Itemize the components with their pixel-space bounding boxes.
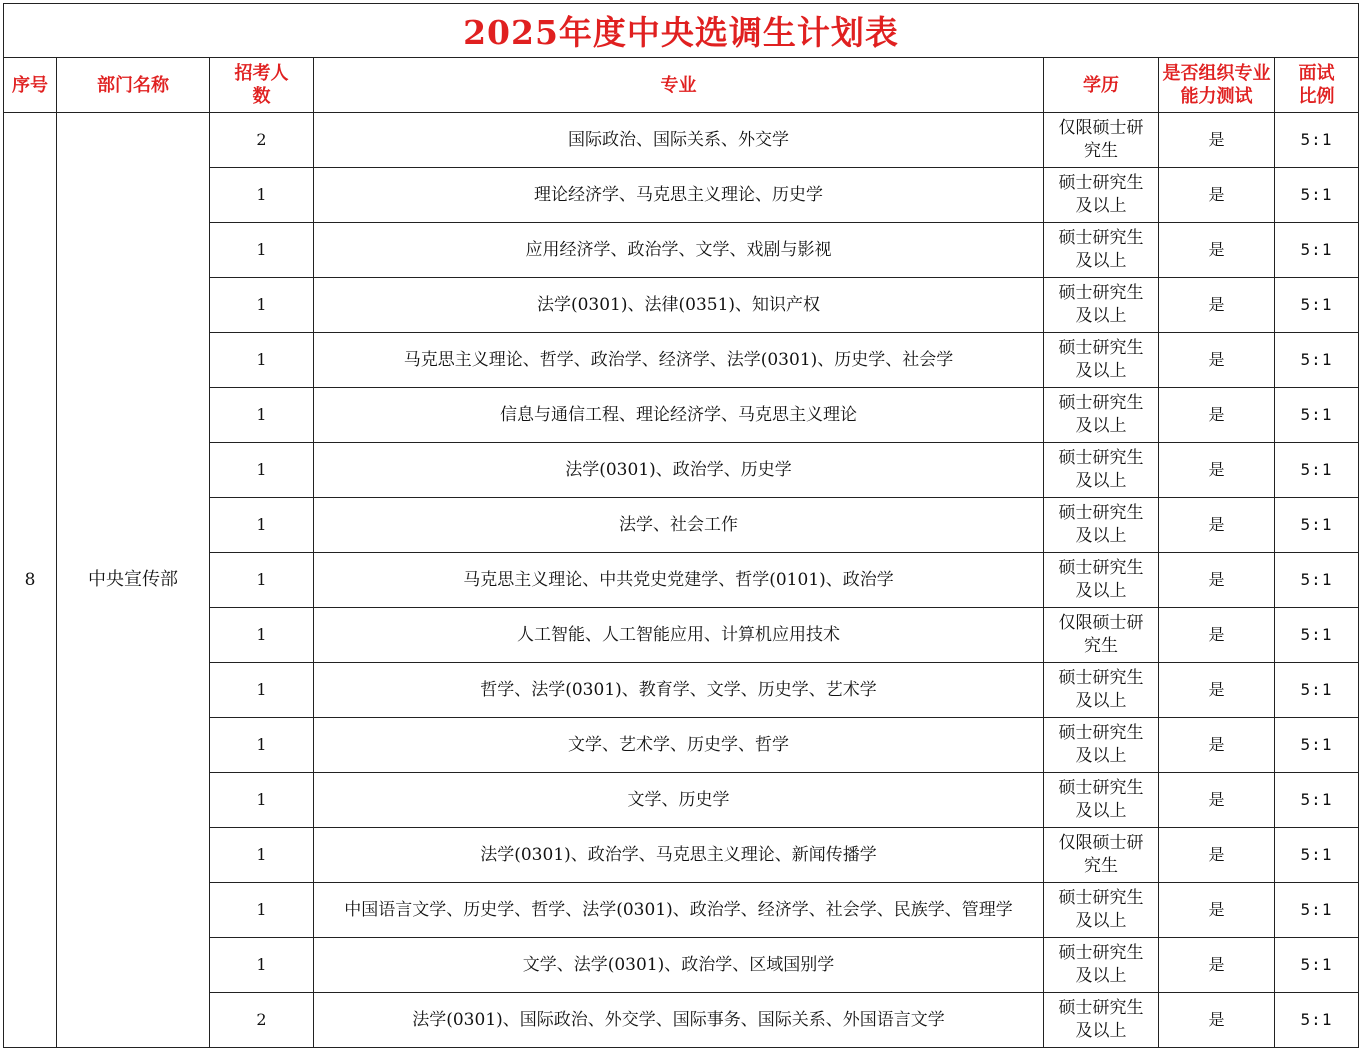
- major-text: 法学、社会工作: [619, 515, 738, 535]
- education-text: 硕士研究生及以上: [1058, 943, 1144, 986]
- cell-seq: 8: [4, 113, 57, 1048]
- education-text: 硕士研究生及以上: [1058, 393, 1144, 436]
- count-text: 2: [256, 130, 267, 149]
- ratio-text: 5:1: [1300, 1010, 1333, 1029]
- cell-dept: 中央宣传部: [57, 113, 210, 1048]
- ratio-text: 5:1: [1300, 405, 1333, 424]
- cell-ratio: [1275, 938, 1359, 993]
- cell-ratio: [1275, 828, 1359, 883]
- header-row: [4, 58, 1359, 113]
- major-text: 法学(0301)、政治学、历史学: [565, 460, 792, 480]
- cell-education: [1044, 663, 1159, 718]
- table-title: 2025年度中央选调生计划表: [4, 4, 1359, 58]
- cell-education: [1044, 993, 1159, 1048]
- test-text: 是: [1208, 240, 1225, 259]
- cell-major: [314, 388, 1044, 443]
- cell-ratio: [1275, 333, 1359, 388]
- header-major: 专业: [314, 58, 1044, 113]
- test-text: 是: [1208, 680, 1225, 699]
- cell-major: [314, 223, 1044, 278]
- cell-ratio: [1275, 498, 1359, 553]
- cell-ratio: [1275, 443, 1359, 498]
- education-text: 硕士研究生及以上: [1058, 173, 1144, 216]
- cell-education: [1044, 828, 1159, 883]
- cell-education: [1044, 388, 1159, 443]
- major-text: 应用经济学、政治学、文学、戏剧与影视: [525, 240, 832, 260]
- ratio-text: 5:1: [1300, 460, 1333, 479]
- count-text: 1: [256, 515, 267, 534]
- cell-test: [1159, 608, 1275, 663]
- count-text: 1: [256, 625, 267, 644]
- cell-count: [210, 333, 314, 388]
- cell-test: [1159, 883, 1275, 938]
- major-text: 文学、艺术学、历史学、哲学: [568, 735, 789, 755]
- ratio-text: 5:1: [1300, 185, 1333, 204]
- ratio-text: 5:1: [1300, 735, 1333, 754]
- cell-education: [1044, 333, 1159, 388]
- cell-major: [314, 718, 1044, 773]
- cell-major: [314, 663, 1044, 718]
- education-text: 硕士研究生及以上: [1058, 558, 1144, 601]
- cell-ratio: [1275, 113, 1359, 168]
- ratio-text: 5:1: [1300, 130, 1333, 149]
- cell-count: [210, 773, 314, 828]
- count-text: 1: [256, 460, 267, 479]
- header-ratio: [1275, 58, 1359, 113]
- education-text: 仅限硕士研究生: [1058, 833, 1144, 876]
- header-seq: 序号: [4, 58, 57, 113]
- test-text: 是: [1208, 570, 1225, 589]
- test-text: 是: [1208, 515, 1225, 534]
- education-text: 硕士研究生及以上: [1058, 283, 1144, 326]
- count-text: 1: [256, 295, 267, 314]
- cell-ratio: [1275, 223, 1359, 278]
- cell-test: [1159, 553, 1275, 608]
- education-text: 硕士研究生及以上: [1058, 778, 1144, 821]
- education-text: 仅限硕士研究生: [1058, 613, 1144, 656]
- test-text: 是: [1208, 460, 1225, 479]
- cell-test: [1159, 443, 1275, 498]
- cell-ratio: [1275, 553, 1359, 608]
- education-text: 硕士研究生及以上: [1058, 998, 1144, 1041]
- cell-ratio: [1275, 718, 1359, 773]
- test-text: 是: [1208, 1010, 1225, 1029]
- cell-ratio: [1275, 278, 1359, 333]
- test-text: 是: [1208, 955, 1225, 974]
- count-text: 1: [256, 240, 267, 259]
- education-text: 硕士研究生及以上: [1058, 448, 1144, 491]
- cell-major: [314, 113, 1044, 168]
- cell-count: [210, 388, 314, 443]
- cell-ratio: [1275, 773, 1359, 828]
- ratio-text: 5:1: [1300, 900, 1333, 919]
- cell-education: [1044, 553, 1159, 608]
- cell-education: [1044, 498, 1159, 553]
- header-test: [1159, 58, 1275, 113]
- major-text: 马克思主义理论、中共党史党建学、哲学(0101)、政治学: [463, 570, 894, 590]
- cell-major: [314, 278, 1044, 333]
- cell-major: [314, 883, 1044, 938]
- cell-ratio: [1275, 608, 1359, 663]
- cell-major: [314, 773, 1044, 828]
- count-text: 1: [256, 900, 267, 919]
- education-text: 硕士研究生及以上: [1058, 228, 1144, 271]
- count-text: 1: [256, 955, 267, 974]
- cell-test: [1159, 168, 1275, 223]
- cell-test: [1159, 663, 1275, 718]
- test-text: 是: [1208, 130, 1225, 149]
- header-education: 学历: [1044, 58, 1159, 113]
- ratio-text: 5:1: [1300, 240, 1333, 259]
- education-text: 硕士研究生及以上: [1058, 723, 1144, 766]
- cell-major: [314, 828, 1044, 883]
- count-text: 1: [256, 680, 267, 699]
- cell-count: [210, 278, 314, 333]
- ratio-text: 5:1: [1300, 680, 1333, 699]
- test-text: 是: [1208, 185, 1225, 204]
- test-text: 是: [1208, 350, 1225, 369]
- cell-education: [1044, 113, 1159, 168]
- cell-count: [210, 223, 314, 278]
- cell-major: [314, 168, 1044, 223]
- cell-major: [314, 553, 1044, 608]
- header-ratio-label: 面试比例: [1298, 63, 1335, 107]
- count-text: 2: [256, 1010, 267, 1029]
- cell-test: [1159, 773, 1275, 828]
- major-text: 法学(0301)、法律(0351)、知识产权: [536, 295, 821, 315]
- cell-major: [314, 938, 1044, 993]
- education-text: 硕士研究生及以上: [1058, 888, 1144, 931]
- cell-count: [210, 113, 314, 168]
- cell-test: [1159, 333, 1275, 388]
- cell-education: [1044, 223, 1159, 278]
- cell-test: [1159, 718, 1275, 773]
- education-text: 硕士研究生及以上: [1058, 668, 1144, 711]
- count-text: 1: [256, 735, 267, 754]
- ratio-text: 5:1: [1300, 625, 1333, 644]
- count-text: 1: [256, 405, 267, 424]
- test-text: 是: [1208, 405, 1225, 424]
- major-text: 理论经济学、马克思主义理论、历史学: [534, 185, 823, 205]
- cell-education: [1044, 718, 1159, 773]
- cell-test: [1159, 113, 1275, 168]
- education-text: 硕士研究生及以上: [1058, 338, 1144, 381]
- header-count-label: 招考人数: [234, 63, 289, 107]
- cell-education: [1044, 278, 1159, 333]
- cell-count: [210, 663, 314, 718]
- major-text: 法学(0301)、政治学、马克思主义理论、新闻传播学: [480, 845, 877, 865]
- cell-ratio: [1275, 883, 1359, 938]
- cell-education: [1044, 883, 1159, 938]
- major-text: 中国语言文学、历史学、哲学、法学(0301)、政治学、经济学、社会学、民族学、管理学: [344, 900, 1013, 920]
- count-text: 1: [256, 350, 267, 369]
- test-text: 是: [1208, 845, 1225, 864]
- cell-major: [314, 333, 1044, 388]
- header-count: [210, 58, 314, 113]
- cell-test: [1159, 278, 1275, 333]
- major-text: 文学、法学(0301)、政治学、区域国别学: [522, 955, 835, 975]
- cell-count: [210, 828, 314, 883]
- cell-count: [210, 883, 314, 938]
- cell-education: [1044, 608, 1159, 663]
- ratio-text: 5:1: [1300, 350, 1333, 369]
- education-text: 仅限硕士研究生: [1058, 118, 1144, 161]
- ratio-text: 5:1: [1300, 955, 1333, 974]
- test-text: 是: [1208, 790, 1225, 809]
- cell-count: [210, 553, 314, 608]
- major-text: 法学(0301)、国际政治、外交学、国际事务、国际关系、外国语言文学: [412, 1010, 945, 1030]
- cell-education: [1044, 938, 1159, 993]
- cell-test: [1159, 388, 1275, 443]
- major-text: 信息与通信工程、理论经济学、马克思主义理论: [500, 405, 857, 425]
- test-text: 是: [1208, 900, 1225, 919]
- cell-test: [1159, 993, 1275, 1048]
- cell-education: [1044, 443, 1159, 498]
- major-text: 马克思主义理论、哲学、政治学、经济学、法学(0301)、历史学、社会学: [403, 350, 954, 370]
- ratio-text: 5:1: [1300, 570, 1333, 589]
- cell-ratio: [1275, 663, 1359, 718]
- ratio-text: 5:1: [1300, 790, 1333, 809]
- plan-sheet: [3, 3, 1359, 1048]
- cell-major: [314, 498, 1044, 553]
- ratio-text: 5:1: [1300, 295, 1333, 314]
- cell-major: [314, 608, 1044, 663]
- test-text: 是: [1208, 295, 1225, 314]
- cell-test: [1159, 498, 1275, 553]
- major-text: 国际政治、国际关系、外交学: [568, 130, 789, 150]
- cell-test: [1159, 828, 1275, 883]
- cell-count: [210, 608, 314, 663]
- cell-major: [314, 443, 1044, 498]
- test-text: 是: [1208, 625, 1225, 644]
- cell-count: [210, 168, 314, 223]
- cell-major: [314, 993, 1044, 1048]
- count-text: 1: [256, 570, 267, 589]
- major-text: 人工智能、人工智能应用、计算机应用技术: [517, 625, 840, 645]
- cell-count: [210, 938, 314, 993]
- count-text: 1: [256, 185, 267, 204]
- education-text: 硕士研究生及以上: [1058, 503, 1144, 546]
- major-text: 哲学、法学(0301)、教育学、文学、历史学、艺术学: [480, 680, 877, 700]
- header-test-label: 是否组织专业能力测试: [1162, 63, 1271, 107]
- cell-count: [210, 443, 314, 498]
- ratio-text: 5:1: [1300, 515, 1333, 534]
- cell-test: [1159, 223, 1275, 278]
- plan-table: [3, 3, 1359, 1048]
- cell-count: [210, 993, 314, 1048]
- cell-education: [1044, 773, 1159, 828]
- cell-education: [1044, 168, 1159, 223]
- cell-count: [210, 498, 314, 553]
- major-text: 文学、历史学: [627, 790, 730, 810]
- test-text: 是: [1208, 735, 1225, 754]
- table-row: [4, 113, 1359, 168]
- count-text: 1: [256, 845, 267, 864]
- count-text: 1: [256, 790, 267, 809]
- cell-ratio: [1275, 168, 1359, 223]
- ratio-text: 5:1: [1300, 845, 1333, 864]
- cell-count: [210, 718, 314, 773]
- cell-ratio: [1275, 388, 1359, 443]
- header-dept: 部门名称: [57, 58, 210, 113]
- cell-test: [1159, 938, 1275, 993]
- cell-ratio: [1275, 993, 1359, 1048]
